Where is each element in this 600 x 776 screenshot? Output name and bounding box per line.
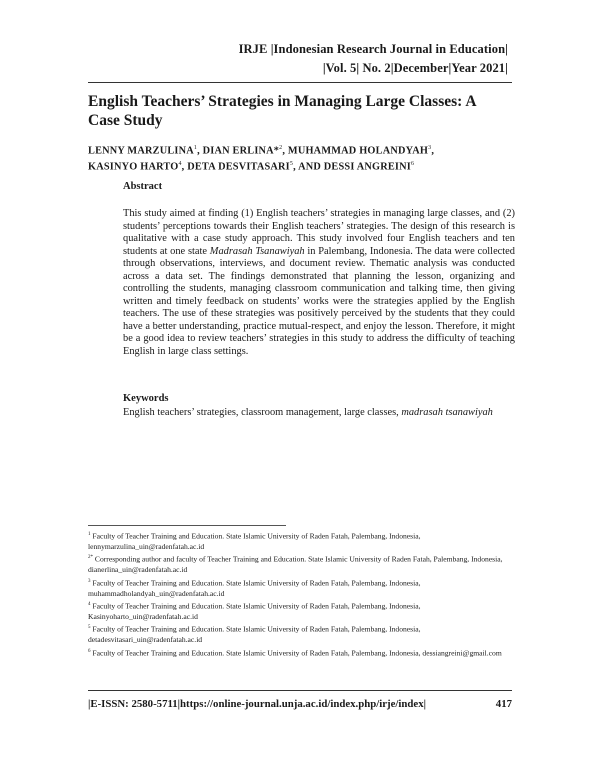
footnote-text: Faculty of Teacher Training and Education. State Islamic University of Raden Fatah, Palembang, Indonesia, lennymarzulina_uin@radenfatah.ac.id bbox=[88, 531, 421, 551]
abstract-text-part-1: This study aimed at finding (1) English teachers’ strategies in managing large classes, and (2) students’ perceptions towards their English teachers’ strategies. The design of this research is qualitative with a case study approach. This study involved four English teachers and ten students at one state bbox=[123, 208, 515, 257]
journal-header-line-1: IRJE |Indonesian Research Journal in Education| bbox=[238, 42, 508, 56]
author-separator: , bbox=[181, 161, 188, 173]
journal-running-head bbox=[239, 40, 508, 78]
keywords-list bbox=[123, 407, 515, 420]
footnote-mark: 3 bbox=[88, 578, 91, 584]
footnote-mark: 4 bbox=[88, 602, 91, 608]
keywords-text: English teachers’ strategies, classroom management, large classes, bbox=[123, 407, 402, 418]
author-separator: , bbox=[282, 145, 288, 157]
author-name: KASINYO HARTO bbox=[88, 161, 179, 173]
footnotes bbox=[88, 530, 513, 660]
paper-title: English Teachers’ Strategies in Managing Large Classes: A Case Study bbox=[88, 93, 476, 129]
abstract-text-part-2: in Palembang, Indonesia. The data were collected through observations, interviews, and document review. Thematic analysis was conducted across a data set. The findings demonstrated that planning the lesson, organizing and controlling the students, managing classroom communication and talking time, then giving written and timely feedback on students’ works were the strategies applied by the English teachers. The use of these strategies was positively perceived by the students that they could have a better understanding, practice mutual-respect, and enjoy the lesson. Therefore, it might be a good idea to review teachers’ strategies in this study to address the difficulty of teaching English in large class settings. bbox=[123, 245, 515, 357]
footnote-mark: 6 bbox=[88, 648, 91, 654]
author-name: MUHAMMAD HOLANDYAH bbox=[287, 145, 429, 157]
author-affiliation-mark: 5 bbox=[289, 160, 294, 167]
author-affiliation-mark: 6 bbox=[410, 160, 415, 167]
footnote-text: Faculty of Teacher Training and Education. State Islamic University of Raden Fatah, Palembang, Indonesia, muhammadholandyah_uin@radenfatah.ac.id bbox=[88, 578, 421, 598]
footnote-text: Faculty of Teacher Training and Education. State Islamic University of Raden Fatah, Palembang, Indonesia, detadesvitasari_uin@radenfatah.ac.id bbox=[88, 624, 421, 645]
journal-header-line-2: |Vol. 5| No. 2|December|Year 2021| bbox=[322, 61, 508, 75]
footnote-text: Faculty of Teacher Training and Education. State Islamic University of Raden Fatah, Palembang, Indonesia, Kasinyoharto_uin@radenfatah.ac.id bbox=[88, 601, 421, 621]
footnote bbox=[88, 553, 513, 575]
abstract-heading: Abstract bbox=[123, 181, 163, 192]
author-affiliation-mark: 2 bbox=[279, 145, 283, 151]
author-name: DETA DESVITASARI bbox=[187, 161, 290, 173]
footer-issn-url: |E-ISSN: 2580-5711|https://online-journal.unja.ac.id/index.php/irje/index| bbox=[88, 698, 426, 710]
author-affiliation-mark: 4 bbox=[178, 160, 182, 167]
footnote bbox=[88, 623, 513, 645]
footnote bbox=[88, 647, 513, 659]
author-separator: , bbox=[197, 145, 203, 157]
author-list bbox=[88, 142, 508, 174]
abstract-italic-term: Madrasah Tsanawiyah bbox=[209, 245, 305, 257]
abstract-text bbox=[123, 208, 515, 358]
footer-divider bbox=[88, 690, 512, 691]
footnote-text: Corresponding author and faculty of Teacher Training and Education. State Islamic University of Raden Fatah, Palembang, Indonesia, dianerlina_uin@radenfatah.ac.id bbox=[88, 554, 503, 575]
author-separator: , bbox=[431, 145, 435, 157]
author-name: DESSI ANGREINI bbox=[323, 161, 411, 173]
footnote bbox=[88, 577, 513, 599]
footnote-text: Faculty of Teacher Training and Education. State Islamic University of Raden Fatah, Palembang, Indonesia, dessiangreini@gmail.com bbox=[90, 648, 502, 658]
author-name: DIAN ERLINA* bbox=[202, 145, 280, 157]
footnote-mark: 2* bbox=[88, 555, 93, 561]
page-number: 417 bbox=[495, 698, 512, 710]
author-affiliation-mark: 1 bbox=[193, 145, 198, 151]
footnote bbox=[88, 530, 513, 552]
footnote-mark: 5 bbox=[88, 625, 91, 631]
author-name: LENNY MARZULINA bbox=[88, 145, 194, 157]
keywords-italic-term: madrasah tsanawiyah bbox=[401, 407, 493, 418]
footnote bbox=[88, 600, 513, 622]
footnote-mark: 1 bbox=[88, 532, 91, 537]
author-affiliation-mark: 3 bbox=[428, 145, 432, 151]
footnote-divider bbox=[88, 525, 286, 526]
header-divider bbox=[88, 82, 512, 83]
keywords-heading: Keywords bbox=[123, 393, 169, 404]
author-separator: , AND bbox=[293, 161, 324, 173]
